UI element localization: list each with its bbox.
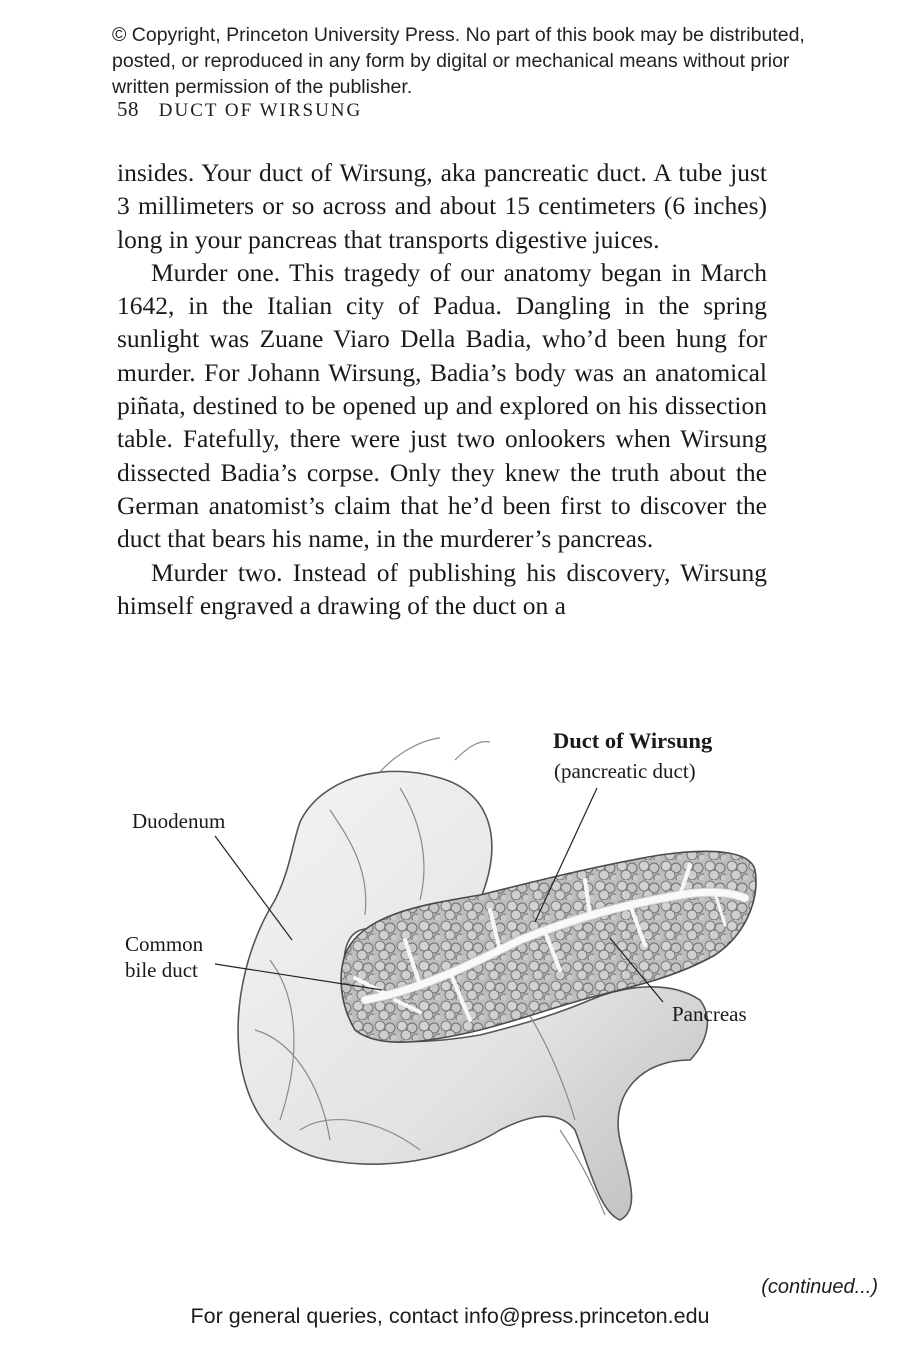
anatomy-illustration bbox=[0, 700, 900, 1260]
continued-note: (continued...) bbox=[761, 1276, 878, 1298]
label-duodenum: Duodenum bbox=[132, 809, 226, 833]
running-title: DUCT OF WIRSUNG bbox=[158, 100, 363, 121]
paragraph: Murder one. This tragedy of our anatomy began in March 1642, in the Italian city of Padua. Dangling in the spring sunlight was Zuane Viaro Della Badia, who’d been hung for murder. For Johann Wirsung, Badia’s body was an anatomical piñata, destined to be opened up and explored on his dissection table. Fatefully, there were just two onlookers when Wirsung dissected Badia’s corpse. Only they knew the truth about the German anatomist’s claim that he’d been first to discover the duct that bears his name, in the murderer’s pancreas. bbox=[117, 257, 767, 554]
figure-title: Duct of Wirsung bbox=[553, 728, 713, 753]
body-text bbox=[117, 156, 767, 622]
page-number: 58 bbox=[117, 97, 139, 121]
label-common-bile-duct-line1: Common bbox=[125, 932, 204, 956]
paragraph: Murder two. Instead of publishing his discovery, Wirsung himself engraved a drawing of the duct on a bbox=[117, 557, 767, 620]
figure-subtitle: (pancreatic duct) bbox=[554, 759, 696, 783]
label-pancreas: Pancreas bbox=[672, 1002, 747, 1026]
contact-footer: For general queries, contact info@press.princeton.edu bbox=[190, 1304, 710, 1328]
label-common-bile-duct-line2: bile duct bbox=[125, 958, 198, 982]
running-head bbox=[117, 97, 362, 122]
copyright-notice: © Copyright, Princeton University Press. No part of this book may be distributed, posted, or reproduced in any form by digital or mechanical means without prior written permission of the publisher. bbox=[112, 24, 805, 98]
paragraph: insides. Your duct of Wirsung, aka pancreatic duct. A tube just 3 millimeters or so across and about 15 centimeters (6 inches) long in your pancreas that transports digestive juices. bbox=[117, 158, 767, 254]
